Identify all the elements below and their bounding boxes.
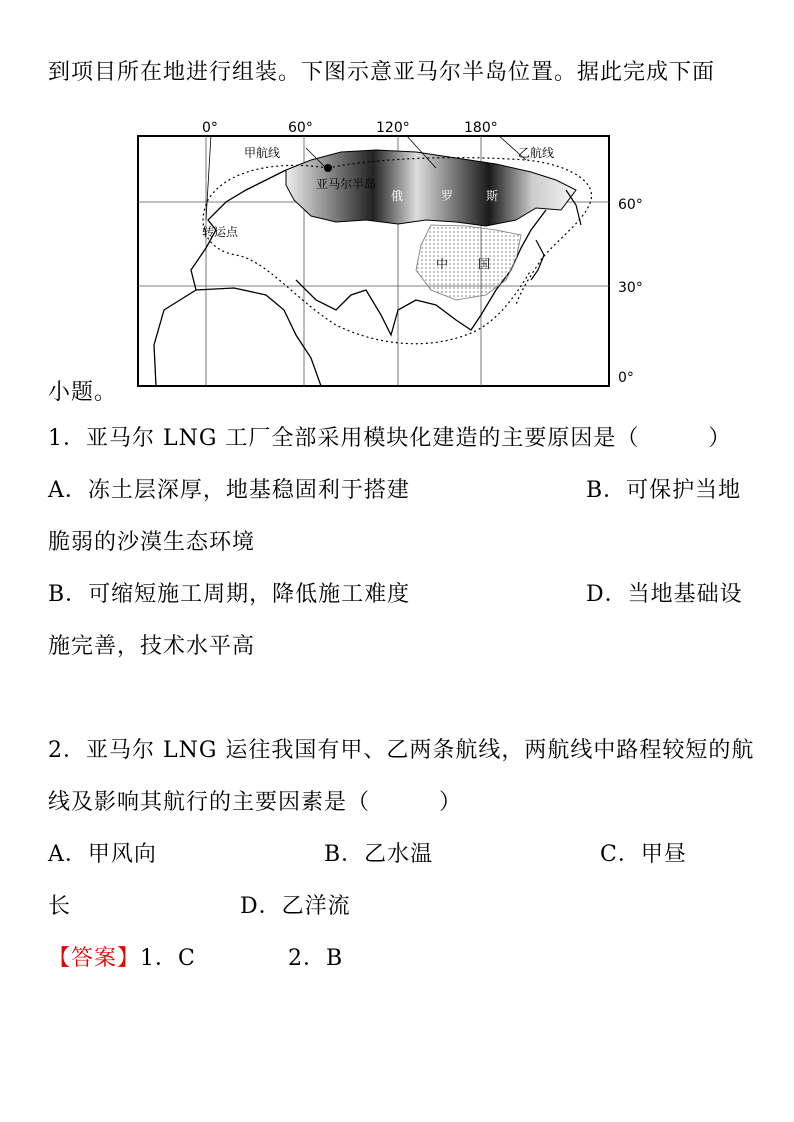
russia-label-3: 斯 (486, 189, 499, 203)
lon-label-0: 0° (202, 120, 218, 136)
peninsula-label: 亚马尔半岛 (316, 177, 377, 191)
q2-option-c-cont: 长 (48, 894, 72, 919)
q2-stem-line-2: 线及影响其航行的主要因素是（ ） (48, 790, 463, 815)
russia-label-2: 罗 (441, 189, 454, 203)
lat-label-60: 60° (618, 197, 643, 213)
lon-label-60: 60° (288, 120, 313, 136)
intro-line-2: 小题。 (48, 380, 118, 405)
lat-label-30: 30° (618, 280, 643, 296)
intro-line-1: 到项目所在地进行组装。下图示意亚马尔半岛位置。据此完成下面 (48, 60, 716, 85)
q2-option-d: D．乙洋流 (240, 894, 351, 919)
lon-label-180: 180° (464, 120, 498, 136)
route-jia-label: 甲航线 (244, 146, 281, 160)
yamal-point (324, 164, 332, 172)
map-figure (136, 120, 643, 388)
answer-row (48, 944, 196, 974)
q1-option-b: B．可保护当地 (586, 478, 742, 503)
q2-option-c: C．甲昼 (600, 842, 687, 867)
answer-2: 2．B (288, 946, 344, 971)
transfer-label: 转运点 (202, 225, 239, 239)
lon-label-120: 120° (376, 120, 410, 136)
q1-option-d: D．当地基础设 (586, 582, 743, 607)
q2-stem-line-1: 2．亚马尔 LNG 运往我国有甲、乙两条航线，两航线中路程较短的航 (48, 738, 755, 763)
answer-1: 1．C (140, 946, 196, 971)
china-label-2: 国 (478, 257, 491, 271)
russia-label-1: 俄 (391, 189, 404, 203)
q1-option-c: B．可缩短施工周期，降低施工难度 (48, 582, 411, 607)
q1-option-b-cont: 脆弱的沙漠生态环境 (48, 530, 256, 555)
answer-label: 【答案】 (48, 946, 141, 971)
q1-option-a: A．冻土层深厚，地基稳固利于搭建 (48, 478, 410, 503)
lat-label-0: 0° (618, 370, 634, 386)
china-label-1: 中 (436, 257, 449, 271)
q2-option-b: B．乙水温 (324, 842, 434, 867)
q1-stem: 1．亚马尔 LNG 工厂全部采用模块化建造的主要原因是（ ） (48, 426, 732, 451)
q1-option-d-cont: 施完善，技术水平高 (48, 634, 256, 659)
map-svg (136, 120, 643, 388)
route-yi-label: 乙航线 (518, 146, 555, 160)
q2-option-a: A．甲风向 (48, 842, 157, 867)
